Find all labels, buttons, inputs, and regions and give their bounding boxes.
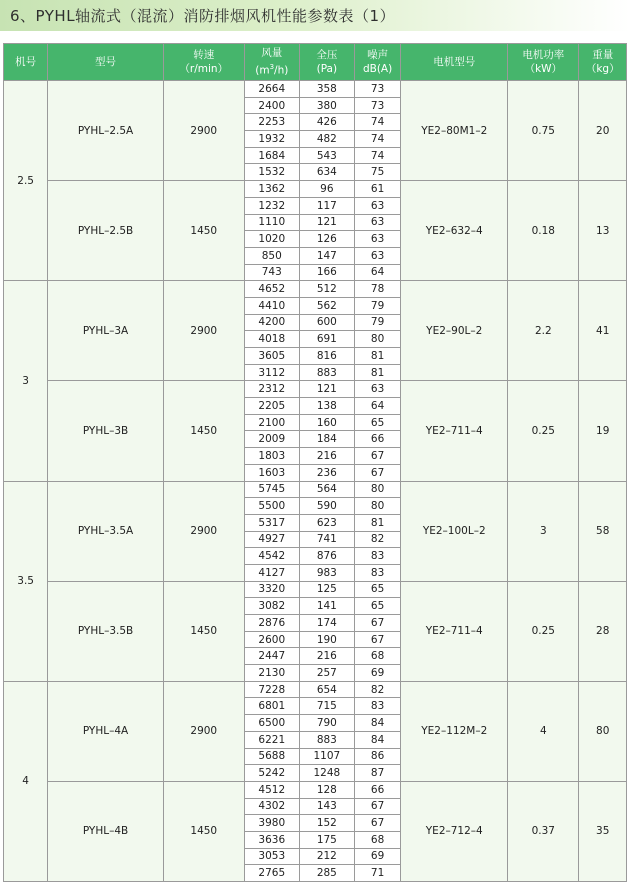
noise-cell: 63 — [354, 197, 400, 214]
pressure-cell: 543 — [299, 147, 354, 164]
noise-cell: 83 — [354, 548, 400, 565]
machine-no-cell: 3.5 — [4, 481, 48, 681]
model-cell: PYHL–3.5A — [48, 481, 164, 581]
model-cell: PYHL–2.5A — [48, 81, 164, 181]
motor-model-cell: YE2–112M–2 — [401, 681, 508, 781]
flow-cell: 2876 — [244, 615, 299, 632]
pressure-cell: 190 — [299, 631, 354, 648]
motor-model-cell: YE2–80M1–2 — [401, 81, 508, 181]
weight-cell: 20 — [579, 81, 627, 181]
flow-cell: 1803 — [244, 448, 299, 465]
flow-cell: 2100 — [244, 414, 299, 431]
machine-no-cell: 2.5 — [4, 81, 48, 281]
speed-cell: 1450 — [163, 181, 244, 281]
noise-cell: 80 — [354, 481, 400, 498]
flow-cell: 3320 — [244, 581, 299, 598]
table-body — [4, 81, 627, 882]
noise-cell: 84 — [354, 731, 400, 748]
motor-model-cell: YE2–90L–2 — [401, 281, 508, 381]
flow-cell: 3082 — [244, 598, 299, 615]
noise-cell: 66 — [354, 431, 400, 448]
weight-cell: 80 — [579, 681, 627, 781]
pressure-cell: 121 — [299, 214, 354, 231]
noise-cell: 82 — [354, 681, 400, 698]
motor-model-cell: YE2–632–4 — [401, 181, 508, 281]
pressure-cell: 512 — [299, 281, 354, 298]
noise-cell: 75 — [354, 164, 400, 181]
noise-cell: 74 — [354, 147, 400, 164]
noise-cell: 63 — [354, 231, 400, 248]
motor-model-cell: YE2–711–4 — [401, 581, 508, 681]
model-cell: PYHL–3.5B — [48, 581, 164, 681]
header-pressure: 全压 (Pa) — [299, 44, 354, 81]
noise-cell: 71 — [354, 865, 400, 882]
table-row — [4, 581, 627, 598]
noise-cell: 67 — [354, 815, 400, 832]
machine-no-cell: 3 — [4, 281, 48, 481]
pressure-cell: 152 — [299, 815, 354, 832]
noise-cell: 84 — [354, 715, 400, 732]
noise-cell: 67 — [354, 448, 400, 465]
noise-cell: 87 — [354, 765, 400, 782]
flow-cell: 4652 — [244, 281, 299, 298]
flow-cell: 2205 — [244, 398, 299, 415]
pressure-cell: 236 — [299, 464, 354, 481]
flow-cell: 5500 — [244, 498, 299, 515]
pressure-cell: 426 — [299, 114, 354, 131]
pressure-cell: 143 — [299, 798, 354, 815]
flow-cell: 1232 — [244, 197, 299, 214]
flow-cell: 850 — [244, 247, 299, 264]
weight-cell: 28 — [579, 581, 627, 681]
speed-cell: 2900 — [163, 81, 244, 181]
header-machine-no: 机号 — [4, 44, 48, 81]
table-row — [4, 481, 627, 498]
speed-cell: 1450 — [163, 781, 244, 881]
noise-cell: 68 — [354, 648, 400, 665]
motor-power-cell: 2.2 — [508, 281, 579, 381]
model-cell: PYHL–2.5B — [48, 181, 164, 281]
noise-cell: 61 — [354, 181, 400, 198]
motor-power-cell: 0.75 — [508, 81, 579, 181]
pressure-cell: 654 — [299, 681, 354, 698]
table-row — [4, 781, 627, 798]
noise-cell: 80 — [354, 498, 400, 515]
pressure-cell: 175 — [299, 831, 354, 848]
flow-cell: 2447 — [244, 648, 299, 665]
motor-power-cell: 0.25 — [508, 381, 579, 481]
noise-cell: 64 — [354, 264, 400, 281]
table-row — [4, 181, 627, 198]
header-speed: 转速 （r/min） — [163, 44, 244, 81]
noise-cell: 65 — [354, 414, 400, 431]
flow-cell: 1110 — [244, 214, 299, 231]
noise-cell: 67 — [354, 631, 400, 648]
noise-cell: 63 — [354, 381, 400, 398]
model-cell: PYHL–3A — [48, 281, 164, 381]
pressure-cell: 174 — [299, 615, 354, 632]
noise-cell: 81 — [354, 348, 400, 365]
pressure-cell: 166 — [299, 264, 354, 281]
flow-cell: 2130 — [244, 665, 299, 682]
pressure-cell: 876 — [299, 548, 354, 565]
noise-cell: 79 — [354, 297, 400, 314]
flow-cell: 4512 — [244, 781, 299, 798]
noise-cell: 81 — [354, 514, 400, 531]
motor-power-cell: 3 — [508, 481, 579, 581]
noise-cell: 69 — [354, 665, 400, 682]
noise-cell: 73 — [354, 81, 400, 98]
weight-cell: 19 — [579, 381, 627, 481]
flow-cell: 3980 — [244, 815, 299, 832]
table-row — [4, 81, 627, 98]
flow-cell: 5745 — [244, 481, 299, 498]
pressure-cell: 623 — [299, 514, 354, 531]
noise-cell: 65 — [354, 581, 400, 598]
flow-cell: 4302 — [244, 798, 299, 815]
noise-cell: 67 — [354, 798, 400, 815]
flow-cell: 4410 — [244, 297, 299, 314]
noise-cell: 86 — [354, 748, 400, 765]
flow-cell: 5688 — [244, 748, 299, 765]
flow-cell: 3605 — [244, 348, 299, 365]
title-bar — [0, 0, 630, 31]
noise-cell: 80 — [354, 331, 400, 348]
noise-cell: 67 — [354, 464, 400, 481]
flow-cell: 2312 — [244, 381, 299, 398]
pressure-cell: 634 — [299, 164, 354, 181]
pressure-cell: 590 — [299, 498, 354, 515]
pressure-cell: 141 — [299, 598, 354, 615]
flow-cell: 6801 — [244, 698, 299, 715]
flow-cell: 1362 — [244, 181, 299, 198]
pressure-cell: 121 — [299, 381, 354, 398]
flow-cell: 743 — [244, 264, 299, 281]
pressure-cell: 600 — [299, 314, 354, 331]
flow-cell: 4927 — [244, 531, 299, 548]
pressure-cell: 257 — [299, 665, 354, 682]
flow-cell: 4127 — [244, 564, 299, 581]
flow-cell: 3636 — [244, 831, 299, 848]
pressure-cell: 564 — [299, 481, 354, 498]
pressure-cell: 741 — [299, 531, 354, 548]
noise-cell: 83 — [354, 698, 400, 715]
noise-cell: 81 — [354, 364, 400, 381]
flow-cell: 1020 — [244, 231, 299, 248]
flow-cell: 6221 — [244, 731, 299, 748]
pressure-cell: 358 — [299, 81, 354, 98]
flow-cell: 1932 — [244, 131, 299, 148]
pressure-cell: 160 — [299, 414, 354, 431]
table-row — [4, 681, 627, 698]
pressure-cell: 96 — [299, 181, 354, 198]
noise-cell: 64 — [354, 398, 400, 415]
motor-model-cell: YE2–100L–2 — [401, 481, 508, 581]
pressure-cell: 128 — [299, 781, 354, 798]
pressure-cell: 117 — [299, 197, 354, 214]
motor-model-cell: YE2–712–4 — [401, 781, 508, 881]
flow-cell: 4542 — [244, 548, 299, 565]
flow-cell: 1532 — [244, 164, 299, 181]
flow-cell: 4018 — [244, 331, 299, 348]
noise-cell: 63 — [354, 214, 400, 231]
noise-cell: 63 — [354, 247, 400, 264]
motor-power-cell: 0.37 — [508, 781, 579, 881]
speed-cell: 1450 — [163, 381, 244, 481]
noise-cell: 74 — [354, 114, 400, 131]
noise-cell: 65 — [354, 598, 400, 615]
flow-cell: 4200 — [244, 314, 299, 331]
table-row — [4, 381, 627, 398]
header-flow: 风量 $(m^3/h)$ — [244, 44, 299, 81]
model-cell: PYHL–4A — [48, 681, 164, 781]
noise-cell: 66 — [354, 781, 400, 798]
header-motor-model: 电机型号 — [401, 44, 508, 81]
pressure-cell: 380 — [299, 97, 354, 114]
pressure-cell: 216 — [299, 648, 354, 665]
flow-cell: 5317 — [244, 514, 299, 531]
pressure-cell: 216 — [299, 448, 354, 465]
pressure-cell: 691 — [299, 331, 354, 348]
pressure-cell: 126 — [299, 231, 354, 248]
flow-cell: 5242 — [244, 765, 299, 782]
pressure-cell: 1248 — [299, 765, 354, 782]
noise-cell: 67 — [354, 615, 400, 632]
flow-cell: 1603 — [244, 464, 299, 481]
flow-cell: 2600 — [244, 631, 299, 648]
pressure-cell: 883 — [299, 364, 354, 381]
flow-cell: 3112 — [244, 364, 299, 381]
flow-cell: 2400 — [244, 97, 299, 114]
weight-cell: 35 — [579, 781, 627, 881]
pressure-cell: 883 — [299, 731, 354, 748]
flow-cell: 7228 — [244, 681, 299, 698]
pressure-cell: 138 — [299, 398, 354, 415]
performance-table — [3, 43, 627, 882]
pressure-cell: 285 — [299, 865, 354, 882]
pressure-cell: 482 — [299, 131, 354, 148]
weight-cell: 58 — [579, 481, 627, 581]
weight-cell: 41 — [579, 281, 627, 381]
noise-cell: 69 — [354, 848, 400, 865]
flow-cell: 2765 — [244, 865, 299, 882]
pressure-cell: 715 — [299, 698, 354, 715]
noise-cell: 73 — [354, 97, 400, 114]
flow-cell: 2009 — [244, 431, 299, 448]
flow-cell: 2664 — [244, 81, 299, 98]
page-title: 6、PYHL轴流式（混流）消防排烟风机性能参数表（1） — [10, 7, 396, 25]
weight-cell: 13 — [579, 181, 627, 281]
header-weight: 重量 （kg） — [579, 44, 627, 81]
flow-cell: 6500 — [244, 715, 299, 732]
model-cell: PYHL–4B — [48, 781, 164, 881]
motor-power-cell: 4 — [508, 681, 579, 781]
noise-cell: 83 — [354, 564, 400, 581]
pressure-cell: 1107 — [299, 748, 354, 765]
noise-cell: 78 — [354, 281, 400, 298]
noise-cell: 74 — [354, 131, 400, 148]
table-header-row — [4, 44, 627, 81]
noise-cell: 79 — [354, 314, 400, 331]
header-motor-power: 电机功率 （kW） — [508, 44, 579, 81]
speed-cell: 2900 — [163, 481, 244, 581]
flow-cell: 1684 — [244, 147, 299, 164]
speed-cell: 1450 — [163, 581, 244, 681]
header-model: 型号 — [48, 44, 164, 81]
machine-no-cell: 4 — [4, 681, 48, 881]
flow-cell: 3053 — [244, 848, 299, 865]
pressure-cell: 184 — [299, 431, 354, 448]
speed-cell: 2900 — [163, 681, 244, 781]
table-row — [4, 281, 627, 298]
motor-power-cell: 0.25 — [508, 581, 579, 681]
noise-cell: 82 — [354, 531, 400, 548]
pressure-cell: 816 — [299, 348, 354, 365]
speed-cell: 2900 — [163, 281, 244, 381]
motor-power-cell: 0.18 — [508, 181, 579, 281]
noise-cell: 68 — [354, 831, 400, 848]
pressure-cell: 125 — [299, 581, 354, 598]
pressure-cell: 147 — [299, 247, 354, 264]
pressure-cell: 790 — [299, 715, 354, 732]
pressure-cell: 562 — [299, 297, 354, 314]
flow-cell: 2253 — [244, 114, 299, 131]
header-noise: 噪声 dB(A) — [354, 44, 400, 81]
motor-model-cell: YE2–711–4 — [401, 381, 508, 481]
pressure-cell: 212 — [299, 848, 354, 865]
pressure-cell: 983 — [299, 564, 354, 581]
model-cell: PYHL–3B — [48, 381, 164, 481]
